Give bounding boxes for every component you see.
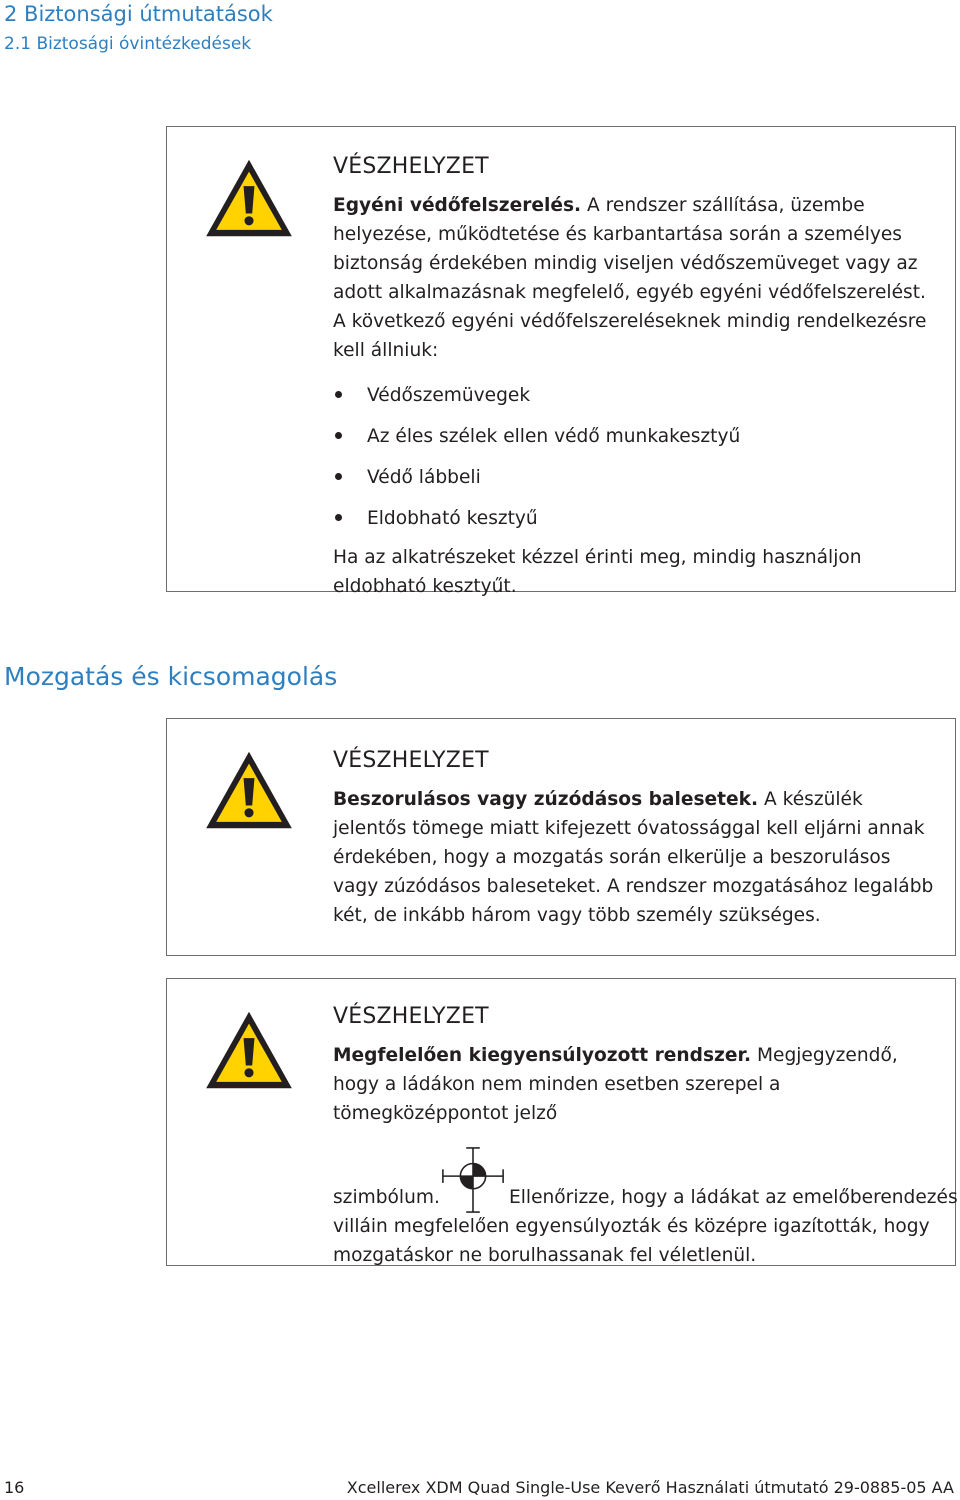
warning-triangle-icon xyxy=(203,157,295,239)
warning-label: VÉSZHELYZET xyxy=(333,154,489,179)
symbol-text-before: szimbólum. xyxy=(333,1187,440,1208)
warning-body: Megjegyzendő, hogy a ládákon nem minden esetben szerepel a tömegközéppontot jelző xyxy=(333,1045,898,1124)
warning-box-crush xyxy=(166,718,956,956)
warning-triangle-icon xyxy=(203,1009,295,1091)
warning-text xyxy=(333,1041,941,1128)
warning-body: A készülék jelentős tömege miatt kifejezett óvatossággal kell eljárni annak érdekében, hogy a mozgatás során elkerülje a beszorulásos vagy zúzódásos baleseteket. A rendszer mozgatásához legalább két, de inkább három vagy több személy szükséges. xyxy=(333,789,934,926)
list-item: Eldobható kesztyű xyxy=(333,498,941,539)
glove-note: Ha az alkatrészeket kézzel érinti meg, mindig használjon eldobható kesztyűt. xyxy=(333,547,862,597)
warning-label: VÉSZHELYZET xyxy=(333,748,489,773)
document-title: Xcellerex XDM Quad Single-Use Keverő Használati útmutató 29-0885-05 AA xyxy=(346,1478,954,1497)
warning-box-balance xyxy=(166,978,956,1266)
chapter-title: 2 Biztonsági útmutatások xyxy=(4,2,273,26)
symbol-text-after: Ellenőrizze, hogy a ládákat az emelőberendezés xyxy=(509,1187,958,1208)
warning-lead: Megfelelően kiegyensúlyozott rendszer. xyxy=(333,1045,752,1066)
list-item: Az éles szélek ellen védő munkakesztyű xyxy=(333,416,941,457)
warning-body: A rendszer szállítása, üzembe helyezése, működtetése és karbantartása során a személyes biztonság érdekében mindig viseljen védőszemüveget vagy az adott alkalmazásnak megfelelő, egyéb egyéni védőfelszerelést. A következő egyéni védőfelszereléseknek mindig rendelkezésre kell állniuk: xyxy=(333,195,927,361)
warning-label: VÉSZHELYZET xyxy=(333,1004,489,1029)
warning-triangle-icon xyxy=(203,749,295,831)
warning-text xyxy=(333,191,941,365)
warning-box-ppe xyxy=(166,126,956,597)
list-item: Védőszemüvegek xyxy=(333,375,941,416)
warning-lead: Beszorulásos vagy zúzódásos balesetek. xyxy=(333,789,759,810)
list-item: Védő lábbeli xyxy=(333,457,941,498)
page-number: 16 xyxy=(4,1478,25,1497)
section-subtitle: 2.1 Biztosági óvintézkedések xyxy=(4,34,252,54)
warning-text-end: villáin megfelelően egyensúlyozták és középre igazították, hogy mozgatáskor ne borulhassanak fel véletlenül. xyxy=(333,1216,930,1266)
ppe-list xyxy=(333,375,941,539)
warning-text xyxy=(333,785,941,930)
center-of-gravity-icon xyxy=(439,1146,507,1214)
section-heading: Mozgatás és kicsomagolás xyxy=(4,662,338,691)
warning-lead: Egyéni védőfelszerelés. xyxy=(333,195,582,216)
symbol-line xyxy=(333,1128,958,1212)
